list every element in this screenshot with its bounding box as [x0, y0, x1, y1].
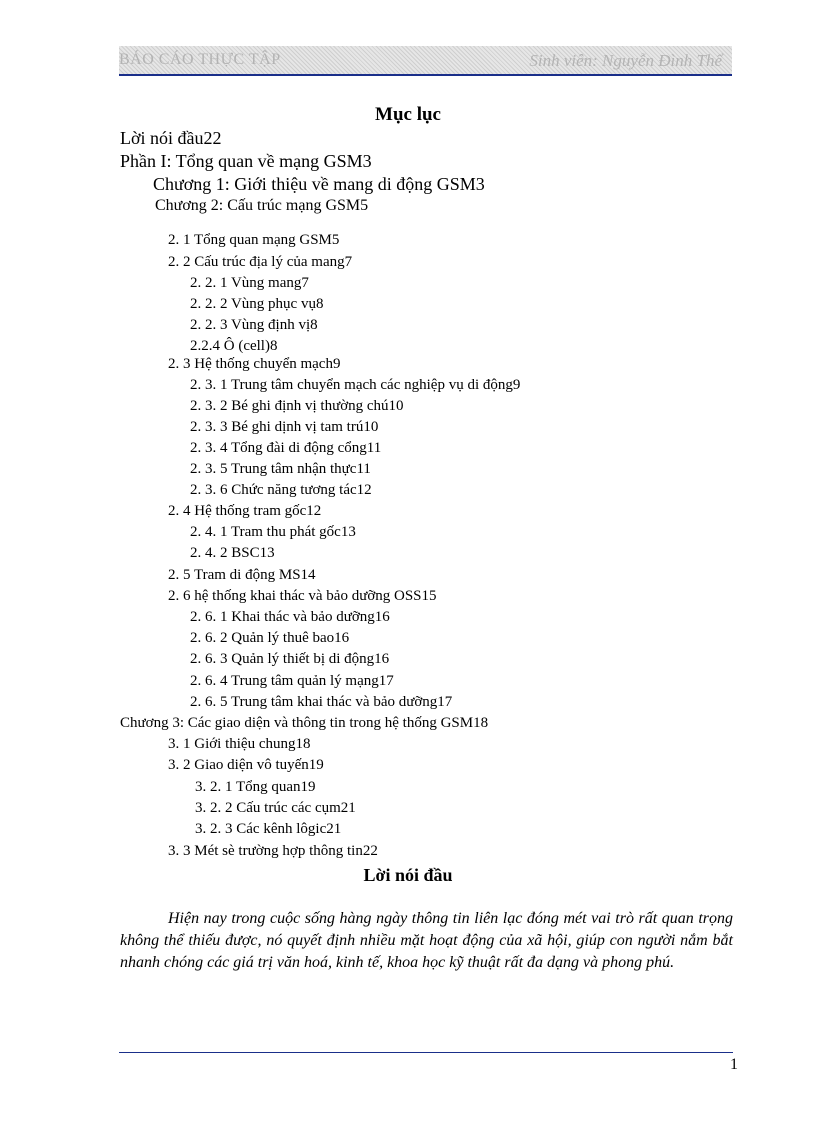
toc-entry-2-3-2[interactable]: 2. 3. 2 Bé ghi định vị thường chú10	[190, 398, 404, 414]
page-header	[119, 46, 732, 76]
toc-entry-2-6-1[interactable]: 2. 6. 1 Khai thác và bảo dưỡng16	[190, 609, 390, 625]
toc-entry-chapter-2[interactable]: Chương 2: Cấu trúc mạng GSM5	[155, 197, 369, 214]
toc-entry-2-5[interactable]: 2. 5 Tram di động MS14	[168, 567, 316, 583]
toc-entry-2-2-1[interactable]: 2. 2. 1 Vùng mang7	[190, 275, 309, 291]
toc-entry-2-3-5[interactable]: 2. 3. 5 Trung tâm nhận thực11	[190, 461, 371, 477]
toc-entry-2-2-4[interactable]: 2.2.4 Ô (cell)8	[190, 338, 278, 354]
toc-entry-2-6-2[interactable]: 2. 6. 2 Quản lý thuê bao16	[190, 630, 350, 646]
header-student-name: Sinh viên: Nguyễn Đình Thể	[529, 51, 722, 70]
toc-entry-2-6-5[interactable]: 2. 6. 5 Trung tâm khai thác và bảo dưỡng17	[190, 694, 453, 710]
toc-entry-2-4[interactable]: 2. 4 Hệ thống tram gốc12	[168, 503, 322, 519]
toc-entry-2-2-3[interactable]: 2. 2. 3 Vùng định vị8	[190, 317, 318, 333]
intro-paragraph-block	[120, 908, 733, 974]
toc-entry-chapter-3[interactable]: Chương 3: Các giao diện và thông tin trong hệ thống GSM18	[120, 715, 489, 731]
toc-entry-3-2-1[interactable]: 3. 2. 1 Tổng quan19	[195, 779, 316, 795]
toc-entry-part-1[interactable]: Phần I: Tổng quan về mạng GSM3	[120, 151, 372, 171]
toc-entry-3-2-2[interactable]: 3. 2. 2 Cấu trúc các cụm21	[195, 800, 356, 816]
toc-entry-3-1[interactable]: 3. 1 Giới thiệu chung18	[168, 736, 311, 752]
header-report-title: BÁO CÁO THỰC TẬP	[119, 51, 281, 68]
toc-entry-2-2[interactable]: 2. 2 Cấu trúc địa lý của mang7	[168, 254, 353, 270]
toc-entry-3-2[interactable]: 3. 2 Giao diện vô tuyến19	[168, 757, 324, 773]
toc-entry-preface[interactable]: Lời nói đầu22	[120, 128, 222, 148]
toc-entry-2-6[interactable]: 2. 6 hệ thống khai thác và bảo dưỡng OSS15	[168, 588, 437, 604]
toc-entry-2-3-1[interactable]: 2. 3. 1 Trung tâm chuyển mạch các nghiệp vụ di động9	[190, 377, 521, 393]
section-title-preface: Lời nói đầu	[363, 865, 453, 885]
toc-title: Mục lục	[375, 104, 441, 125]
intro-paragraph: Hiện nay trong cuộc sống hàng ngày thông tin liên lạc đóng mét vai trò rất quan trọng không thể thiếu được, nó quyết định nhiều mặt hoạt động của xã hội, giúp con người nắm bắt nhanh chóng các giá trị văn hoá, kinh tế, khoa học kỹ thuật rất đa dạng và phong phú.	[120, 910, 733, 971]
toc-entry-2-3[interactable]: 2. 3 Hệ thống chuyển mạch9	[168, 356, 341, 372]
toc-entry-2-4-2[interactable]: 2. 4. 2 BSC13	[190, 545, 275, 561]
toc-entry-3-2-3[interactable]: 3. 2. 3 Các kênh lôgic21	[195, 821, 342, 837]
toc-entry-2-6-3[interactable]: 2. 6. 3 Quản lý thiết bị di động16	[190, 651, 390, 667]
toc-entry-2-2-2[interactable]: 2. 2. 2 Vùng phục vụ8	[190, 296, 324, 312]
toc-entry-3-3[interactable]: 3. 3 Mét sè trường hợp thông tin22	[168, 843, 378, 859]
toc-entry-2-1[interactable]: 2. 1 Tổng quan mạng GSM5	[168, 232, 340, 248]
toc-entry-2-4-1[interactable]: 2. 4. 1 Tram thu phát gốc13	[190, 524, 356, 540]
page-number: 1	[730, 1056, 738, 1073]
toc-entry-2-3-4[interactable]: 2. 3. 4 Tổng đài di động cổng11	[190, 440, 382, 456]
toc-entry-chapter-1[interactable]: Chương 1: Giới thiệu về mang di động GSM3	[153, 174, 485, 194]
toc-entry-2-3-3[interactable]: 2. 3. 3 Bé ghi dịnh vị tam trú10	[190, 419, 379, 435]
footer-divider	[119, 1052, 733, 1053]
toc-entry-2-3-6[interactable]: 2. 3. 6 Chức năng tương tác12	[190, 482, 372, 498]
toc-entry-2-6-4[interactable]: 2. 6. 4 Trung tâm quản lý mạng17	[190, 673, 394, 689]
